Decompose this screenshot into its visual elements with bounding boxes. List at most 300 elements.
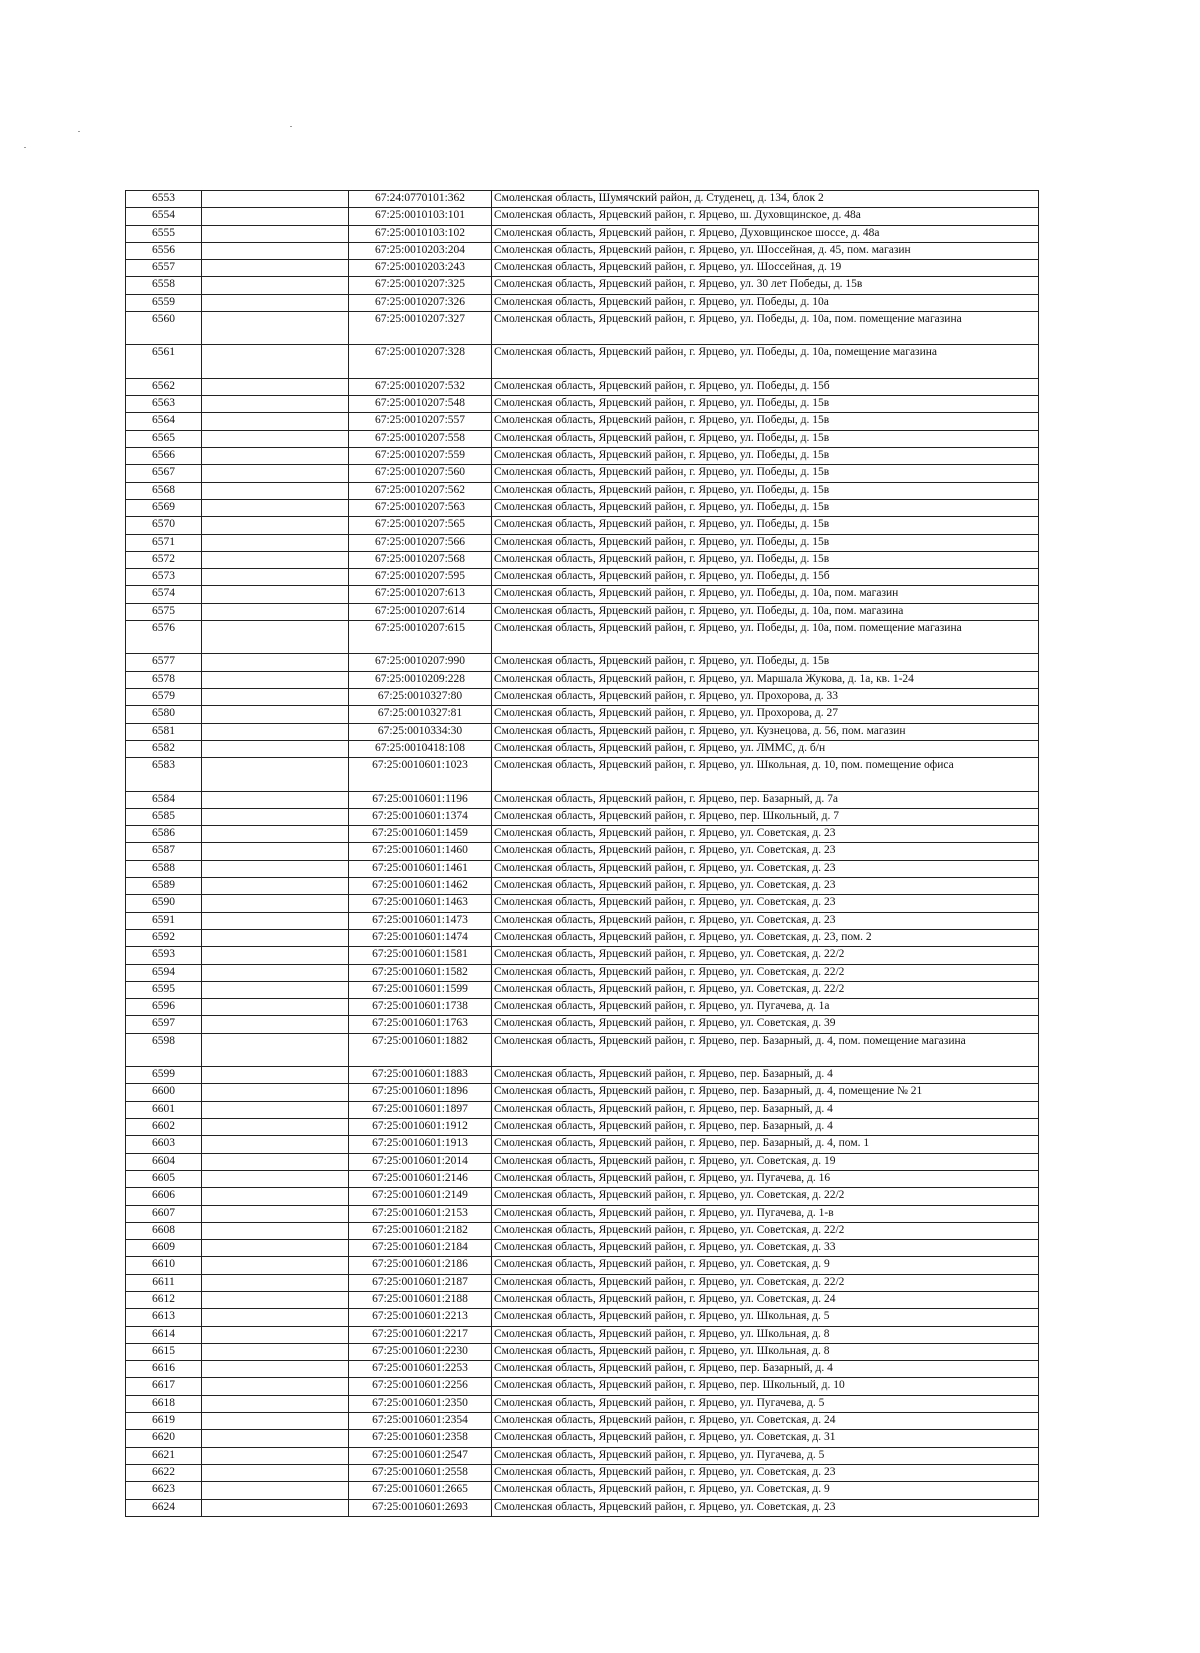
table-row	[126, 1274, 1039, 1291]
empty-cell	[202, 465, 349, 482]
cadastral-number-cell: 67:25:0010601:2230	[349, 1343, 492, 1360]
table-row	[126, 740, 1039, 757]
table-row	[126, 312, 1039, 345]
row-number-cell: 6571	[126, 534, 202, 551]
address-cell: Смоленская область, Ярцевский район, г. Ярцево, ул. Кузнецова, д. 56, пом. магазин	[492, 723, 1039, 740]
row-number-cell: 6583	[126, 758, 202, 791]
empty-cell	[202, 1378, 349, 1395]
cadastral-number-cell: 67:25:0010601:1882	[349, 1033, 492, 1066]
cadastral-number-cell: 67:25:0010207:548	[349, 396, 492, 413]
cadastral-number-cell: 67:25:0010601:1883	[349, 1067, 492, 1084]
row-number-cell: 6576	[126, 621, 202, 654]
table-row	[126, 878, 1039, 895]
row-number-cell: 6623	[126, 1482, 202, 1499]
table-row	[126, 1430, 1039, 1447]
address-cell: Смоленская область, Ярцевский район, г. Ярцево, ул. Советская, д. 23, пом. 2	[492, 929, 1039, 946]
address-cell: Смоленская область, Ярцевский район, г. Ярцево, ул. ЛММС, д. б/н	[492, 740, 1039, 757]
address-cell: Смоленская область, Ярцевский район, г. Ярцево, ул. Шоссейная, д. 45, пом. магазин	[492, 242, 1039, 259]
table-row	[126, 1188, 1039, 1205]
row-number-cell: 6567	[126, 465, 202, 482]
table-row	[126, 294, 1039, 311]
table-row	[126, 1119, 1039, 1136]
row-number-cell: 6559	[126, 294, 202, 311]
row-number-cell: 6590	[126, 895, 202, 912]
empty-cell	[202, 878, 349, 895]
table-row	[126, 621, 1039, 654]
table-row	[126, 191, 1039, 208]
address-cell: Смоленская область, Ярцевский район, г. Ярцево, ул. Школьная, д. 8	[492, 1343, 1039, 1360]
empty-cell	[202, 191, 349, 208]
row-number-cell: 6563	[126, 396, 202, 413]
table-row	[126, 758, 1039, 791]
empty-cell	[202, 1326, 349, 1343]
empty-cell	[202, 430, 349, 447]
row-number-cell: 6557	[126, 260, 202, 277]
empty-cell	[202, 1016, 349, 1033]
empty-cell	[202, 517, 349, 534]
empty-cell	[202, 448, 349, 465]
cadastral-number-cell: 67:25:0010207:559	[349, 448, 492, 465]
row-number-cell: 6593	[126, 947, 202, 964]
address-cell: Смоленская область, Ярцевский район, г. Ярцево, ул. Победы, д. 15в	[492, 396, 1039, 413]
empty-cell	[202, 534, 349, 551]
table-row	[126, 534, 1039, 551]
cadastral-number-cell: 67:25:0010601:1460	[349, 843, 492, 860]
table-row	[126, 1170, 1039, 1187]
table-row	[126, 1222, 1039, 1239]
empty-cell	[202, 499, 349, 516]
empty-cell	[202, 378, 349, 395]
cadastral-number-cell: 67:25:0010601:1912	[349, 1119, 492, 1136]
empty-cell	[202, 808, 349, 825]
address-cell: Смоленская область, Ярцевский район, г. Ярцево, ул. Пугачева, д. 1-в	[492, 1205, 1039, 1222]
cadastral-number-cell: 67:25:0010601:1913	[349, 1136, 492, 1153]
address-cell: Смоленская область, Ярцевский район, г. Ярцево, ул. Советская, д. 23	[492, 1464, 1039, 1481]
cadastral-number-cell: 67:25:0010601:1461	[349, 860, 492, 877]
table-row	[126, 1309, 1039, 1326]
empty-cell	[202, 791, 349, 808]
row-number-cell: 6577	[126, 654, 202, 671]
address-cell: Смоленская область, Ярцевский район, г. Ярцево, ул. Победы, д. 15в	[492, 465, 1039, 482]
cadastral-number-cell: 67:25:0010207:615	[349, 621, 492, 654]
cadastral-number-cell: 67:25:0010601:2014	[349, 1153, 492, 1170]
empty-cell	[202, 1499, 349, 1516]
empty-cell	[202, 1274, 349, 1291]
address-cell: Смоленская область, Ярцевский район, г. Ярцево, ул. Победы, д. 10а, пом. магазина	[492, 603, 1039, 620]
address-cell: Смоленская область, Ярцевский район, г. Ярцево, ул. Победы, д. 15в	[492, 534, 1039, 551]
empty-cell	[202, 999, 349, 1016]
address-cell: Смоленская область, Ярцевский район, г. Ярцево, ул. Победы, д. 15в	[492, 448, 1039, 465]
row-number-cell: 6556	[126, 242, 202, 259]
address-cell: Смоленская область, Ярцевский район, г. Ярцево, ул. Прохорова, д. 27	[492, 706, 1039, 723]
address-cell: Смоленская область, Ярцевский район, г. Ярцево, ул. Советская, д. 22/2	[492, 981, 1039, 998]
row-number-cell: 6616	[126, 1361, 202, 1378]
empty-cell	[202, 294, 349, 311]
row-number-cell: 6553	[126, 191, 202, 208]
empty-cell	[202, 1205, 349, 1222]
row-number-cell: 6594	[126, 964, 202, 981]
row-number-cell: 6596	[126, 999, 202, 1016]
table-row	[126, 689, 1039, 706]
table-row	[126, 706, 1039, 723]
empty-cell	[202, 1257, 349, 1274]
empty-cell	[202, 1119, 349, 1136]
table-row	[126, 1240, 1039, 1257]
cadastral-number-cell: 67:25:0010601:2153	[349, 1205, 492, 1222]
table-row	[126, 569, 1039, 586]
row-number-cell: 6560	[126, 312, 202, 345]
row-number-cell: 6613	[126, 1309, 202, 1326]
address-cell: Смоленская область, Ярцевский район, г. Ярцево, ул. Победы, д. 15в	[492, 413, 1039, 430]
table-row	[126, 895, 1039, 912]
empty-cell	[202, 860, 349, 877]
registry-body	[126, 191, 1039, 1517]
address-cell: Смоленская область, Ярцевский район, г. Ярцево, пер. Базарный, д. 4, пом. 1	[492, 1136, 1039, 1153]
row-number-cell: 6581	[126, 723, 202, 740]
table-row	[126, 1257, 1039, 1274]
table-row	[126, 517, 1039, 534]
cadastral-number-cell: 67:25:0010207:568	[349, 551, 492, 568]
row-number-cell: 6603	[126, 1136, 202, 1153]
cadastral-number-cell: 67:25:0010207:327	[349, 312, 492, 345]
table-row	[126, 723, 1039, 740]
address-cell: Смоленская область, Ярцевский район, г. Ярцево, ул. Школьная, д. 8	[492, 1326, 1039, 1343]
row-number-cell: 6608	[126, 1222, 202, 1239]
address-cell: Смоленская область, Ярцевский район, г. Ярцево, ул. Победы, д. 10а, пом. помещение магазина	[492, 621, 1039, 654]
row-number-cell: 6572	[126, 551, 202, 568]
address-cell: Смоленская область, Ярцевский район, г. Ярцево, ул. Советская, д. 22/2	[492, 1274, 1039, 1291]
row-number-cell: 6589	[126, 878, 202, 895]
table-row	[126, 1016, 1039, 1033]
empty-cell	[202, 1343, 349, 1360]
cadastral-number-cell: 67:25:0010601:1463	[349, 895, 492, 912]
row-number-cell: 6558	[126, 277, 202, 294]
table-row	[126, 225, 1039, 242]
address-cell: Смоленская область, Ярцевский район, г. Ярцево, ул. Советская, д. 24	[492, 1413, 1039, 1430]
cadastral-number-cell: 67:25:0010601:2350	[349, 1395, 492, 1412]
address-cell: Смоленская область, Ярцевский район, г. Ярцево, ул. Шоссейная, д. 19	[492, 260, 1039, 277]
row-number-cell: 6592	[126, 929, 202, 946]
row-number-cell: 6554	[126, 208, 202, 225]
address-cell: Смоленская область, Ярцевский район, г. Ярцево, ул. Победы, д. 15б	[492, 378, 1039, 395]
address-cell: Смоленская область, Ярцевский район, г. Ярцево, ул. Победы, д. 10а	[492, 294, 1039, 311]
table-row	[126, 413, 1039, 430]
table-row	[126, 1343, 1039, 1360]
address-cell: Смоленская область, Ярцевский район, г. Ярцево, ул. Советская, д. 23	[492, 895, 1039, 912]
scan-speck	[290, 126, 292, 127]
empty-cell	[202, 1413, 349, 1430]
cadastral-number-cell: 67:25:0010601:1581	[349, 947, 492, 964]
cadastral-number-cell: 67:25:0010601:2253	[349, 1361, 492, 1378]
cadastral-number-cell: 67:25:0010601:2693	[349, 1499, 492, 1516]
table-row	[126, 1499, 1039, 1516]
empty-cell	[202, 706, 349, 723]
table-row	[126, 826, 1039, 843]
address-cell: Смоленская область, Ярцевский район, г. Ярцево, ул. Победы, д. 15в	[492, 430, 1039, 447]
row-number-cell: 6591	[126, 912, 202, 929]
address-cell: Смоленская область, Ярцевский район, г. Ярцево, ул. Советская, д. 24	[492, 1291, 1039, 1308]
cadastral-number-cell: 67:25:0010601:1897	[349, 1101, 492, 1118]
empty-cell	[202, 1170, 349, 1187]
address-cell: Смоленская область, Ярцевский район, г. Ярцево, ул. Победы, д. 15в	[492, 654, 1039, 671]
table-row	[126, 1413, 1039, 1430]
address-cell: Смоленская область, Ярцевский район, г. Ярцево, ул. Советская, д. 19	[492, 1153, 1039, 1170]
row-number-cell: 6575	[126, 603, 202, 620]
cadastral-number-cell: 67:25:0010207:595	[349, 569, 492, 586]
address-cell: Смоленская область, Ярцевский район, г. Ярцево, ул. Советская, д. 22/2	[492, 964, 1039, 981]
address-cell: Смоленская область, Ярцевский район, г. Ярцево, ул. Пугачева, д. 5	[492, 1395, 1039, 1412]
empty-cell	[202, 225, 349, 242]
cadastral-number-cell: 67:25:0010103:102	[349, 225, 492, 242]
address-cell: Смоленская область, Ярцевский район, г. Ярцево, ул. Советская, д. 23	[492, 826, 1039, 843]
row-number-cell: 6588	[126, 860, 202, 877]
address-cell: Смоленская область, Ярцевский район, г. Ярцево, ул. Школьная, д. 5	[492, 1309, 1039, 1326]
row-number-cell: 6565	[126, 430, 202, 447]
cadastral-number-cell: 67:25:0010601:1473	[349, 912, 492, 929]
row-number-cell: 6564	[126, 413, 202, 430]
cadastral-number-cell: 67:25:0010601:2186	[349, 1257, 492, 1274]
row-number-cell: 6602	[126, 1119, 202, 1136]
empty-cell	[202, 1033, 349, 1066]
cadastral-number-cell: 67:25:0010601:2213	[349, 1309, 492, 1326]
empty-cell	[202, 671, 349, 688]
empty-cell	[202, 895, 349, 912]
cadastral-number-cell: 67:25:0010327:81	[349, 706, 492, 723]
table-row	[126, 430, 1039, 447]
empty-cell	[202, 740, 349, 757]
table-row	[126, 1378, 1039, 1395]
table-row	[126, 1447, 1039, 1464]
table-row	[126, 860, 1039, 877]
address-cell: Смоленская область, Ярцевский район, г. Ярцево, ул. Советская, д. 23	[492, 878, 1039, 895]
empty-cell	[202, 654, 349, 671]
empty-cell	[202, 260, 349, 277]
table-row	[126, 465, 1039, 482]
row-number-cell: 6585	[126, 808, 202, 825]
row-number-cell: 6586	[126, 826, 202, 843]
table-row	[126, 843, 1039, 860]
table-row	[126, 947, 1039, 964]
empty-cell	[202, 689, 349, 706]
table-row	[126, 1361, 1039, 1378]
address-cell: Смоленская область, Ярцевский район, г. Ярцево, ул. Пугачева, д. 5	[492, 1447, 1039, 1464]
table-row	[126, 1291, 1039, 1308]
table-row	[126, 448, 1039, 465]
row-number-cell: 6578	[126, 671, 202, 688]
empty-cell	[202, 981, 349, 998]
row-number-cell: 6617	[126, 1378, 202, 1395]
empty-cell	[202, 1222, 349, 1239]
address-cell: Смоленская область, Ярцевский район, г. Ярцево, ул. 30 лет Победы, д. 15в	[492, 277, 1039, 294]
table-row	[126, 964, 1039, 981]
row-number-cell: 6614	[126, 1326, 202, 1343]
cadastral-number-cell: 67:25:0010601:2358	[349, 1430, 492, 1447]
cadastral-number-cell: 67:25:0010207:532	[349, 378, 492, 395]
address-cell: Смоленская область, Ярцевский район, г. Ярцево, пер. Базарный, д. 4, пом. помещение магазина	[492, 1033, 1039, 1066]
cadastral-number-cell: 67:25:0010601:1023	[349, 758, 492, 791]
address-cell: Смоленская область, Ярцевский район, г. Ярцево, пер. Базарный, д. 4	[492, 1067, 1039, 1084]
row-number-cell: 6600	[126, 1084, 202, 1101]
row-number-cell: 6604	[126, 1153, 202, 1170]
cadastral-number-cell: 67:25:0010601:1582	[349, 964, 492, 981]
empty-cell	[202, 586, 349, 603]
row-number-cell: 6612	[126, 1291, 202, 1308]
empty-cell	[202, 723, 349, 740]
empty-cell	[202, 843, 349, 860]
address-cell: Смоленская область, Ярцевский район, г. Ярцево, ул. Победы, д. 10а, помещение магазина	[492, 345, 1039, 378]
row-number-cell: 6573	[126, 569, 202, 586]
cadastral-number-cell: 67:25:0010601:2146	[349, 1170, 492, 1187]
empty-cell	[202, 1101, 349, 1118]
cadastral-number-cell: 67:25:0010207:326	[349, 294, 492, 311]
empty-cell	[202, 1240, 349, 1257]
empty-cell	[202, 551, 349, 568]
empty-cell	[202, 1291, 349, 1308]
row-number-cell: 6561	[126, 345, 202, 378]
empty-cell	[202, 1464, 349, 1481]
row-number-cell: 6618	[126, 1395, 202, 1412]
cadastral-number-cell: 67:25:0010207:566	[349, 534, 492, 551]
address-cell: Смоленская область, Шумячский район, д. Студенец, д. 134, блок 2	[492, 191, 1039, 208]
table-row	[126, 1153, 1039, 1170]
cadastral-number-cell: 67:25:0010601:1374	[349, 808, 492, 825]
empty-cell	[202, 1084, 349, 1101]
empty-cell	[202, 1309, 349, 1326]
cadastral-number-cell: 67:25:0010207:557	[349, 413, 492, 430]
table-row	[126, 499, 1039, 516]
cadastral-number-cell: 67:25:0010601:1738	[349, 999, 492, 1016]
empty-cell	[202, 1482, 349, 1499]
cadastral-number-cell: 67:25:0010334:30	[349, 723, 492, 740]
table-row	[126, 1136, 1039, 1153]
address-cell: Смоленская область, Ярцевский район, г. Ярцево, ул. Советская, д. 9	[492, 1257, 1039, 1274]
table-row	[126, 1084, 1039, 1101]
table-row	[126, 378, 1039, 395]
address-cell: Смоленская область, Ярцевский район, г. Ярцево, ул. Победы, д. 15в	[492, 551, 1039, 568]
address-cell: Смоленская область, Ярцевский район, г. Ярцево, пер. Школьный, д. 7	[492, 808, 1039, 825]
address-cell: Смоленская область, Ярцевский район, г. Ярцево, пер. Школьный, д. 10	[492, 1378, 1039, 1395]
cadastral-number-cell: 67:25:0010601:2149	[349, 1188, 492, 1205]
address-cell: Смоленская область, Ярцевский район, г. Ярцево, ул. Победы, д. 15в	[492, 499, 1039, 516]
cadastral-number-cell: 67:24:0770101:362	[349, 191, 492, 208]
address-cell: Смоленская область, Ярцевский район, г. Ярцево, ул. Советская, д. 39	[492, 1016, 1039, 1033]
table-row	[126, 277, 1039, 294]
address-cell: Смоленская область, Ярцевский район, г. Ярцево, ул. Советская, д. 33	[492, 1240, 1039, 1257]
cadastral-number-cell: 67:25:0010207:560	[349, 465, 492, 482]
row-number-cell: 6606	[126, 1188, 202, 1205]
cadastral-number-cell: 67:25:0010207:325	[349, 277, 492, 294]
row-number-cell: 6595	[126, 981, 202, 998]
row-number-cell: 6584	[126, 791, 202, 808]
row-number-cell: 6597	[126, 1016, 202, 1033]
address-cell: Смоленская область, Ярцевский район, г. Ярцево, ул. Маршала Жукова, д. 1а, кв. 1-24	[492, 671, 1039, 688]
address-cell: Смоленская область, Ярцевский район, г. Ярцево, ш. Духовщинское, д. 48а	[492, 208, 1039, 225]
table-row	[126, 260, 1039, 277]
cadastral-number-cell: 67:25:0010207:565	[349, 517, 492, 534]
table-row	[126, 345, 1039, 378]
table-row	[126, 1464, 1039, 1481]
row-number-cell: 6587	[126, 843, 202, 860]
address-cell: Смоленская область, Ярцевский район, г. Ярцево, Духовщинское шоссе, д. 48а	[492, 225, 1039, 242]
table-row	[126, 1326, 1039, 1343]
address-cell: Смоленская область, Ярцевский район, г. Ярцево, ул. Советская, д. 23	[492, 912, 1039, 929]
row-number-cell: 6605	[126, 1170, 202, 1187]
address-cell: Смоленская область, Ярцевский район, г. Ярцево, ул. Советская, д. 9	[492, 1482, 1039, 1499]
empty-cell	[202, 482, 349, 499]
cadastral-number-cell: 67:25:0010103:101	[349, 208, 492, 225]
cadastral-number-cell: 67:25:0010601:2187	[349, 1274, 492, 1291]
property-registry-table	[125, 190, 1039, 1517]
address-cell: Смоленская область, Ярцевский район, г. Ярцево, пер. Базарный, д. 4	[492, 1119, 1039, 1136]
row-number-cell: 6607	[126, 1205, 202, 1222]
empty-cell	[202, 396, 349, 413]
cadastral-number-cell: 67:25:0010207:563	[349, 499, 492, 516]
address-cell: Смоленская область, Ярцевский район, г. Ярцево, пер. Базарный, д. 4	[492, 1361, 1039, 1378]
scan-speck	[24, 147, 26, 148]
row-number-cell: 6568	[126, 482, 202, 499]
table-row	[126, 654, 1039, 671]
address-cell: Смоленская область, Ярцевский район, г. Ярцево, ул. Советская, д. 22/2	[492, 1188, 1039, 1205]
table-row	[126, 981, 1039, 998]
cadastral-number-cell: 67:25:0010418:108	[349, 740, 492, 757]
empty-cell	[202, 1188, 349, 1205]
empty-cell	[202, 345, 349, 378]
empty-cell	[202, 603, 349, 620]
address-cell: Смоленская область, Ярцевский район, г. Ярцево, пер. Базарный, д. 4, помещение № 21	[492, 1084, 1039, 1101]
cadastral-number-cell: 67:25:0010601:2354	[349, 1413, 492, 1430]
empty-cell	[202, 242, 349, 259]
table-row	[126, 1482, 1039, 1499]
row-number-cell: 6569	[126, 499, 202, 516]
table-row	[126, 603, 1039, 620]
empty-cell	[202, 758, 349, 791]
address-cell: Смоленская область, Ярцевский район, г. Ярцево, ул. Советская, д. 23	[492, 1499, 1039, 1516]
empty-cell	[202, 912, 349, 929]
cadastral-number-cell: 67:25:0010601:1896	[349, 1084, 492, 1101]
address-cell: Смоленская область, Ярцевский район, г. Ярцево, пер. Базарный, д. 7а	[492, 791, 1039, 808]
scan-speck	[78, 131, 80, 132]
address-cell: Смоленская область, Ярцевский район, г. Ярцево, ул. Победы, д. 15в	[492, 482, 1039, 499]
table-row	[126, 671, 1039, 688]
row-number-cell: 6624	[126, 1499, 202, 1516]
row-number-cell: 6579	[126, 689, 202, 706]
empty-cell	[202, 621, 349, 654]
empty-cell	[202, 1395, 349, 1412]
row-number-cell: 6555	[126, 225, 202, 242]
empty-cell	[202, 1430, 349, 1447]
address-cell: Смоленская область, Ярцевский район, г. Ярцево, ул. Победы, д. 10а, пом. помещение магазина	[492, 312, 1039, 345]
address-cell: Смоленская область, Ярцевский район, г. Ярцево, ул. Прохорова, д. 33	[492, 689, 1039, 706]
row-number-cell: 6622	[126, 1464, 202, 1481]
row-number-cell: 6615	[126, 1343, 202, 1360]
address-cell: Смоленская область, Ярцевский район, г. Ярцево, ул. Советская, д. 22/2	[492, 1222, 1039, 1239]
row-number-cell: 6621	[126, 1447, 202, 1464]
row-number-cell: 6562	[126, 378, 202, 395]
cadastral-number-cell: 67:25:0010601:2188	[349, 1291, 492, 1308]
row-number-cell: 6574	[126, 586, 202, 603]
table-row	[126, 551, 1039, 568]
row-number-cell: 6580	[126, 706, 202, 723]
row-number-cell: 6620	[126, 1430, 202, 1447]
empty-cell	[202, 1361, 349, 1378]
empty-cell	[202, 826, 349, 843]
table-row	[126, 208, 1039, 225]
empty-cell	[202, 569, 349, 586]
table-row	[126, 791, 1039, 808]
address-cell: Смоленская область, Ярцевский район, г. Ярцево, ул. Советская, д. 31	[492, 1430, 1039, 1447]
table-row	[126, 999, 1039, 1016]
row-number-cell: 6570	[126, 517, 202, 534]
